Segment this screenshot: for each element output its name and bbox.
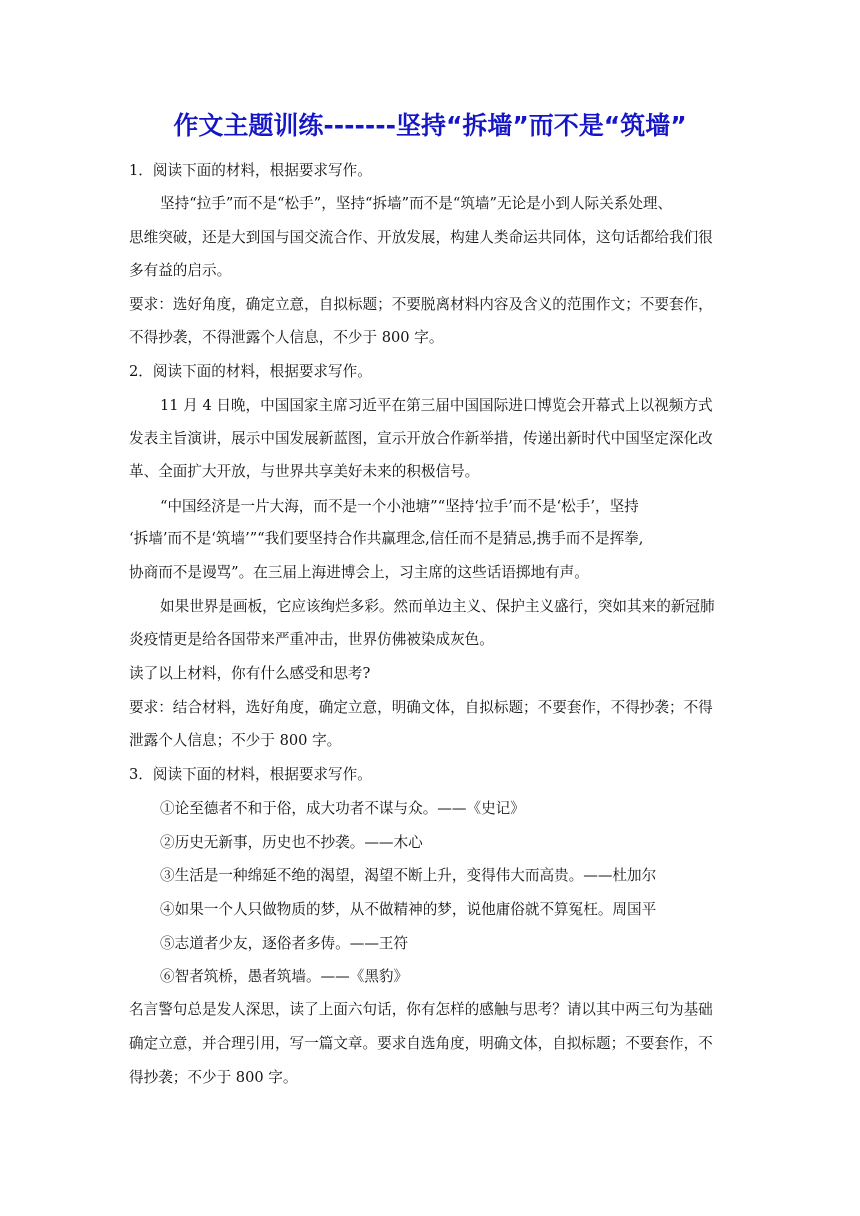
text-line: ⑥智者筑桥，愚者筑墙。——《黑豹》 — [160, 968, 409, 985]
text-line: 2．阅读下面的材料，根据要求写作。 — [129, 363, 372, 380]
text-line: 坚持“拉手”而不是“松手”，坚持“拆墙”而不是“筑墙”无论是小到人际关系处理、 — [160, 195, 673, 212]
text-line: 要求：选好角度，确定立意，自拟标题；不要脱离材料内容及含义的范围作文；不要套作， — [129, 296, 713, 313]
text-line: 得抄袭；不少于 800 字。 — [129, 1069, 298, 1086]
text-line: 1．阅读下面的材料，根据要求写作。 — [129, 162, 372, 179]
text-line: 协商而不是谩骂”。在三届上海进博会上，习主席的这些话语掷地有声。 — [129, 564, 589, 581]
text-line: 名言警句总是发人深思，读了上面六句话，你有怎样的感触与思考？请以其中两三句为基础 — [129, 1001, 713, 1018]
text-line: 思维突破，还是大到国与国交流合作、开放发展，构建人类命运共同体，这句话都给我们很 — [129, 229, 713, 246]
text-line: 11 月 4 日晚，中国国家主席习近平在第三届中国国际进口博览会开幕式上以视频方式 — [160, 397, 713, 414]
text-line: ②历史无新事，历史也不抄袭。——木心 — [160, 834, 423, 851]
text-line: 炎疫情更是给各国带来严重冲击，世界仿佛被染成灰色。 — [129, 631, 494, 648]
text-line: 泄露个人信息；不少于 800 字。 — [129, 732, 342, 749]
text-line: 读了以上材料，你有什么感受和思考? — [129, 665, 371, 682]
page-title: 作文主题训练-------坚持“拆墙”而不是“筑墙” — [173, 111, 687, 140]
text-line: 确定立意，并合理引用，写一篇文章。要求自选角度，明确文体，自拟标题；不要套作，不 — [129, 1035, 713, 1052]
text-line: ①论至德者不和于俗，成大功者不谋与众。——《史记》 — [160, 800, 525, 817]
text-line: 如果世界是画板，它应该绚烂多彩。然而单边主义、保护主义盛行，突如其来的新冠肺 — [160, 598, 715, 615]
text-line: “中国经济是一片大海，而不是一个小池塘”“坚持‘拉手’而不是‘松手’，坚持 — [160, 498, 639, 515]
text-line: 3．阅读下面的材料，根据要求写作。 — [129, 766, 372, 783]
text-line: 要求：结合材料，选好角度，确定立意，明确文体，自拟标题；不要套作，不得抄袭；不得 — [129, 699, 713, 716]
text-line: ‘拆墙’而不是‘筑墙’”“我们要坚持合作共赢理念,信任而不是猜忌,携手而不是挥拳, — [129, 530, 644, 547]
text-line: ④如果一个人只做物质的梦，从不做精神的梦，说他庸俗就不算冤枉。周国平 — [160, 901, 657, 918]
text-line: ③生活是一种绵延不绝的渴望，渴望不断上升，变得伟大而高贵。——杜加尔 — [160, 867, 657, 884]
text-line: 多有益的启示。 — [129, 262, 232, 279]
text-line: 革、全面扩大开放，与世界共享美好未来的积极信号。 — [129, 463, 480, 480]
text-line: ⑤志道者少友，逐俗者多俦。——王符 — [160, 935, 409, 952]
text-line: 发表主旨演讲，展示中国发展新蓝图，宣示开放合作新举措，传递出新时代中国坚定深化改 — [129, 430, 713, 447]
text-line: 不得抄袭，不得泄露个人信息，不少于 800 字。 — [129, 329, 444, 346]
